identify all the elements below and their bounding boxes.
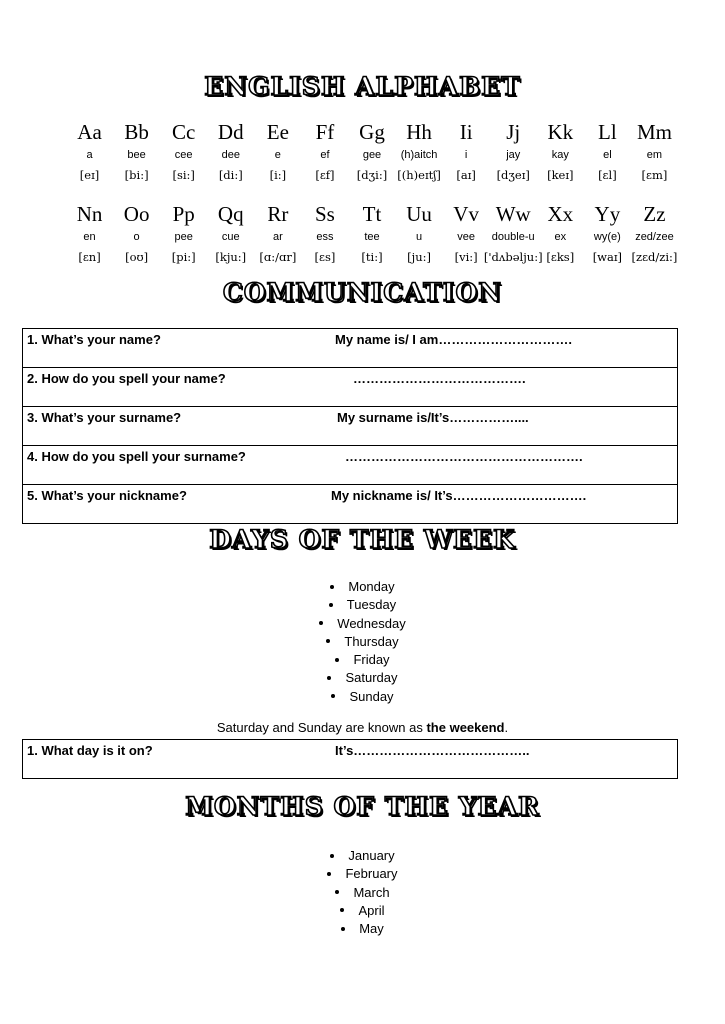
alphabet-cell <box>547 120 573 183</box>
alphabet-cell <box>315 120 334 183</box>
letter-pronunciation: [eɪ] <box>79 168 100 182</box>
letter-name: u <box>415 231 423 243</box>
weekend-term: the weekend <box>426 720 505 735</box>
list-item <box>0 865 725 883</box>
letter-name: jay <box>506 149 521 161</box>
question-cell: 3. What’s your surname? <box>23 407 328 446</box>
letter-name: a <box>86 149 93 161</box>
bullet-icon <box>341 927 345 931</box>
letter-pronunciation: [di:] <box>218 168 243 182</box>
list-item <box>0 902 725 920</box>
alphabet-cell <box>315 202 336 265</box>
table-row <box>23 446 678 485</box>
letter-pronunciation: [zɛd/zi:] <box>631 250 678 264</box>
alphabet-cell <box>484 202 543 265</box>
letter-pair: Vv <box>453 202 479 226</box>
month-label: April <box>358 902 385 918</box>
alphabet-cell <box>267 120 289 183</box>
answer-text: It’s………………………………….. <box>335 743 530 758</box>
day-label: Wednesday <box>337 615 406 631</box>
letter-name: cee <box>174 149 193 161</box>
letter-pronunciation: [ɛf] <box>315 168 335 182</box>
days-title: DAYS OF THE WEEK <box>209 525 516 554</box>
list-item <box>0 596 725 614</box>
day-label: Sunday <box>349 688 394 704</box>
answer-cell <box>327 446 678 485</box>
letter-name: ar <box>272 231 283 243</box>
table-row <box>23 485 678 524</box>
communication-title: COMMUNICATION <box>222 278 503 307</box>
answer-text: My name is/ I am…………………………. <box>335 332 572 347</box>
letter-pronunciation: [aɪ] <box>456 168 476 182</box>
alphabet-cell <box>215 202 246 265</box>
letter-pair: Ww <box>495 202 531 226</box>
letter-pair: Xx <box>547 202 574 226</box>
alphabet-cell <box>546 202 574 265</box>
month-label: February <box>345 866 398 882</box>
letter-pronunciation: [ju:] <box>407 250 431 264</box>
letter-pronunciation: [(h)eɪtʃ] <box>397 168 441 182</box>
alphabet-cell <box>172 202 196 265</box>
answer-cell <box>327 407 678 446</box>
letter-name: kay <box>551 149 569 161</box>
month-label: January <box>348 848 395 863</box>
letter-pronunciation: [waɪ] <box>592 250 623 264</box>
bullet-icon <box>327 872 331 876</box>
letter-pronunciation: [vi:] <box>454 250 478 264</box>
letter-name: ef <box>320 149 330 161</box>
day-label: Monday <box>348 579 395 594</box>
letter-name: vee <box>457 231 476 243</box>
letter-name: tee <box>364 231 380 243</box>
letter-pair: Rr <box>267 202 289 226</box>
bullet-icon <box>330 854 334 858</box>
alphabet-cell <box>259 202 296 265</box>
letter-pronunciation: [bi:] <box>124 168 149 182</box>
bullet-icon <box>335 890 339 894</box>
day-label: Friday <box>353 652 390 668</box>
months-title: MONTHS OF THE YEAR <box>185 792 540 821</box>
letter-pair: Tt <box>362 202 382 226</box>
day-label: Saturday <box>345 670 398 686</box>
letter-name: ex <box>554 231 567 243</box>
bullet-icon <box>330 585 334 589</box>
alphabet-cell <box>453 202 479 265</box>
alphabet-cell <box>77 120 102 183</box>
letter-name: gee <box>362 149 382 161</box>
alphabet-cell <box>406 202 432 265</box>
list-item <box>0 615 725 633</box>
letter-name: cue <box>221 231 240 243</box>
letter-name: wy(e) <box>593 231 621 243</box>
letter-pair: Pp <box>172 202 195 226</box>
letter-name: double-u <box>491 231 535 243</box>
table-row <box>23 740 678 779</box>
alphabet-cell <box>218 120 244 183</box>
letter-name: e <box>274 149 281 161</box>
letter-pair: Ff <box>315 120 335 144</box>
letter-pronunciation: [ɛs] <box>314 250 336 264</box>
letter-pair: Dd <box>217 120 244 144</box>
question-cell: 4. How do you spell your surname? <box>23 446 328 485</box>
alphabet-title: ENGLISH ALPHABET <box>204 72 521 101</box>
list-item <box>0 847 725 865</box>
table-row <box>23 407 678 446</box>
letter-pronunciation: [ɛn] <box>78 250 101 264</box>
month-label: March <box>353 884 390 900</box>
letter-pair: Nn <box>76 202 103 226</box>
bullet-icon <box>331 694 335 698</box>
letter-pronunciation: [si:] <box>172 168 195 182</box>
communication-table <box>22 328 678 524</box>
answer-cell <box>327 329 678 368</box>
answer-cell <box>327 368 678 407</box>
letter-pronunciation: [dʒi:] <box>356 168 388 182</box>
letter-pair: Ll <box>598 120 617 144</box>
list-item <box>0 688 725 706</box>
list-item <box>0 669 725 687</box>
letter-name: em <box>646 149 663 161</box>
table-row <box>23 329 678 368</box>
letter-pair: Cc <box>172 120 196 144</box>
letter-pronunciation: ['dʌbəlju:] <box>483 250 543 264</box>
bullet-icon <box>319 621 323 625</box>
letter-pair: Mm <box>636 120 672 144</box>
bullet-icon <box>329 603 333 607</box>
alphabet-cell <box>397 120 441 183</box>
letter-pair: Oo <box>123 202 150 226</box>
letter-pronunciation: [i:] <box>269 168 287 182</box>
weekend-note-text: Saturday and Sunday are known as <box>216 720 427 735</box>
letter-pair: Aa <box>77 120 102 144</box>
letter-pronunciation: [kju:] <box>215 250 247 264</box>
answer-text: My surname is/It’s…………….... <box>337 410 529 425</box>
letter-pair: Ii <box>459 120 473 144</box>
letter-name: o <box>133 231 140 243</box>
bullet-icon <box>327 676 331 680</box>
letter-pair: Uu <box>406 202 432 226</box>
bullet-icon <box>340 908 344 912</box>
months-list <box>0 847 725 938</box>
list-item <box>0 651 725 669</box>
answer-cell <box>327 740 678 779</box>
letter-pair: Yy <box>594 202 621 226</box>
alphabet-cell <box>77 202 103 265</box>
letter-name: i <box>464 149 468 161</box>
alphabet-cell <box>632 202 678 265</box>
question-cell: 1. What’s your name? <box>23 329 328 368</box>
alphabet-cell <box>598 120 617 183</box>
letter-pronunciation: [oʊ] <box>125 250 149 264</box>
letter-pronunciation: [ɑ:/ɑr] <box>259 250 297 264</box>
letter-pronunciation: [pi:] <box>171 250 196 264</box>
letter-name: dee <box>221 149 240 161</box>
alphabet-cell <box>124 120 149 183</box>
letter-pronunciation: [dʒeɪ] <box>496 168 530 182</box>
table-row <box>23 368 678 407</box>
weekend-note-end: . <box>504 720 509 735</box>
letter-name: el <box>603 149 612 161</box>
letter-pair: Zz <box>643 202 666 226</box>
weekend-note <box>0 720 725 735</box>
letter-name: zed/zee <box>635 231 674 243</box>
alphabet-cell <box>357 120 387 183</box>
letter-pronunciation: [ɛm] <box>641 168 668 182</box>
letter-name: bee <box>127 149 146 161</box>
alphabet-row-n-to-z <box>66 202 678 274</box>
letter-pronunciation: [keɪ] <box>547 168 574 182</box>
answer-text: ………………………………………………. <box>345 449 583 464</box>
alphabet-row-a-to-m <box>66 120 678 192</box>
list-item <box>0 633 725 651</box>
question-cell: 5. What’s your nickname? <box>23 485 328 524</box>
question-cell: 1. What day is it on? <box>23 740 328 779</box>
list-item <box>0 884 725 902</box>
alphabet-cell <box>497 120 530 183</box>
alphabet-cell <box>637 120 672 183</box>
letter-pair: Ss <box>314 202 335 226</box>
alphabet-cell <box>172 120 195 183</box>
letter-pronunciation: [ɛl] <box>598 168 617 182</box>
day-question-table <box>22 739 678 779</box>
alphabet-cell <box>593 202 622 265</box>
letter-pronunciation: [ti:] <box>361 250 383 264</box>
list-item <box>0 578 725 596</box>
answer-text: My nickname is/ It’s…………………………. <box>331 488 587 503</box>
bullet-icon <box>326 639 330 643</box>
month-label: May <box>359 921 384 937</box>
days-list <box>0 578 725 706</box>
letter-pair: Jj <box>506 120 521 144</box>
day-label: Tuesday <box>346 597 397 613</box>
question-cell: 2. How do you spell your name? <box>23 368 328 407</box>
list-item <box>0 920 725 938</box>
letter-pair: Qq <box>217 202 244 226</box>
day-label: Thursday <box>344 633 399 649</box>
letter-name: pee <box>174 231 193 243</box>
alphabet-cell <box>124 202 150 265</box>
letter-pair: Gg <box>359 120 385 144</box>
alphabet-cell <box>456 120 476 183</box>
letter-name: (h)aitch <box>400 149 438 161</box>
answer-text: …………………………………. <box>353 371 526 386</box>
letter-name: ess <box>316 231 334 243</box>
letter-pair: Kk <box>547 120 574 144</box>
letter-pronunciation: [ɛks] <box>546 250 575 264</box>
letter-name: en <box>83 231 96 243</box>
letter-pair: Hh <box>406 120 432 144</box>
letter-pair: Ee <box>266 120 289 144</box>
answer-cell <box>327 485 678 524</box>
bullet-icon <box>335 658 339 662</box>
alphabet-cell <box>361 202 382 265</box>
letter-pair: Bb <box>124 120 149 144</box>
